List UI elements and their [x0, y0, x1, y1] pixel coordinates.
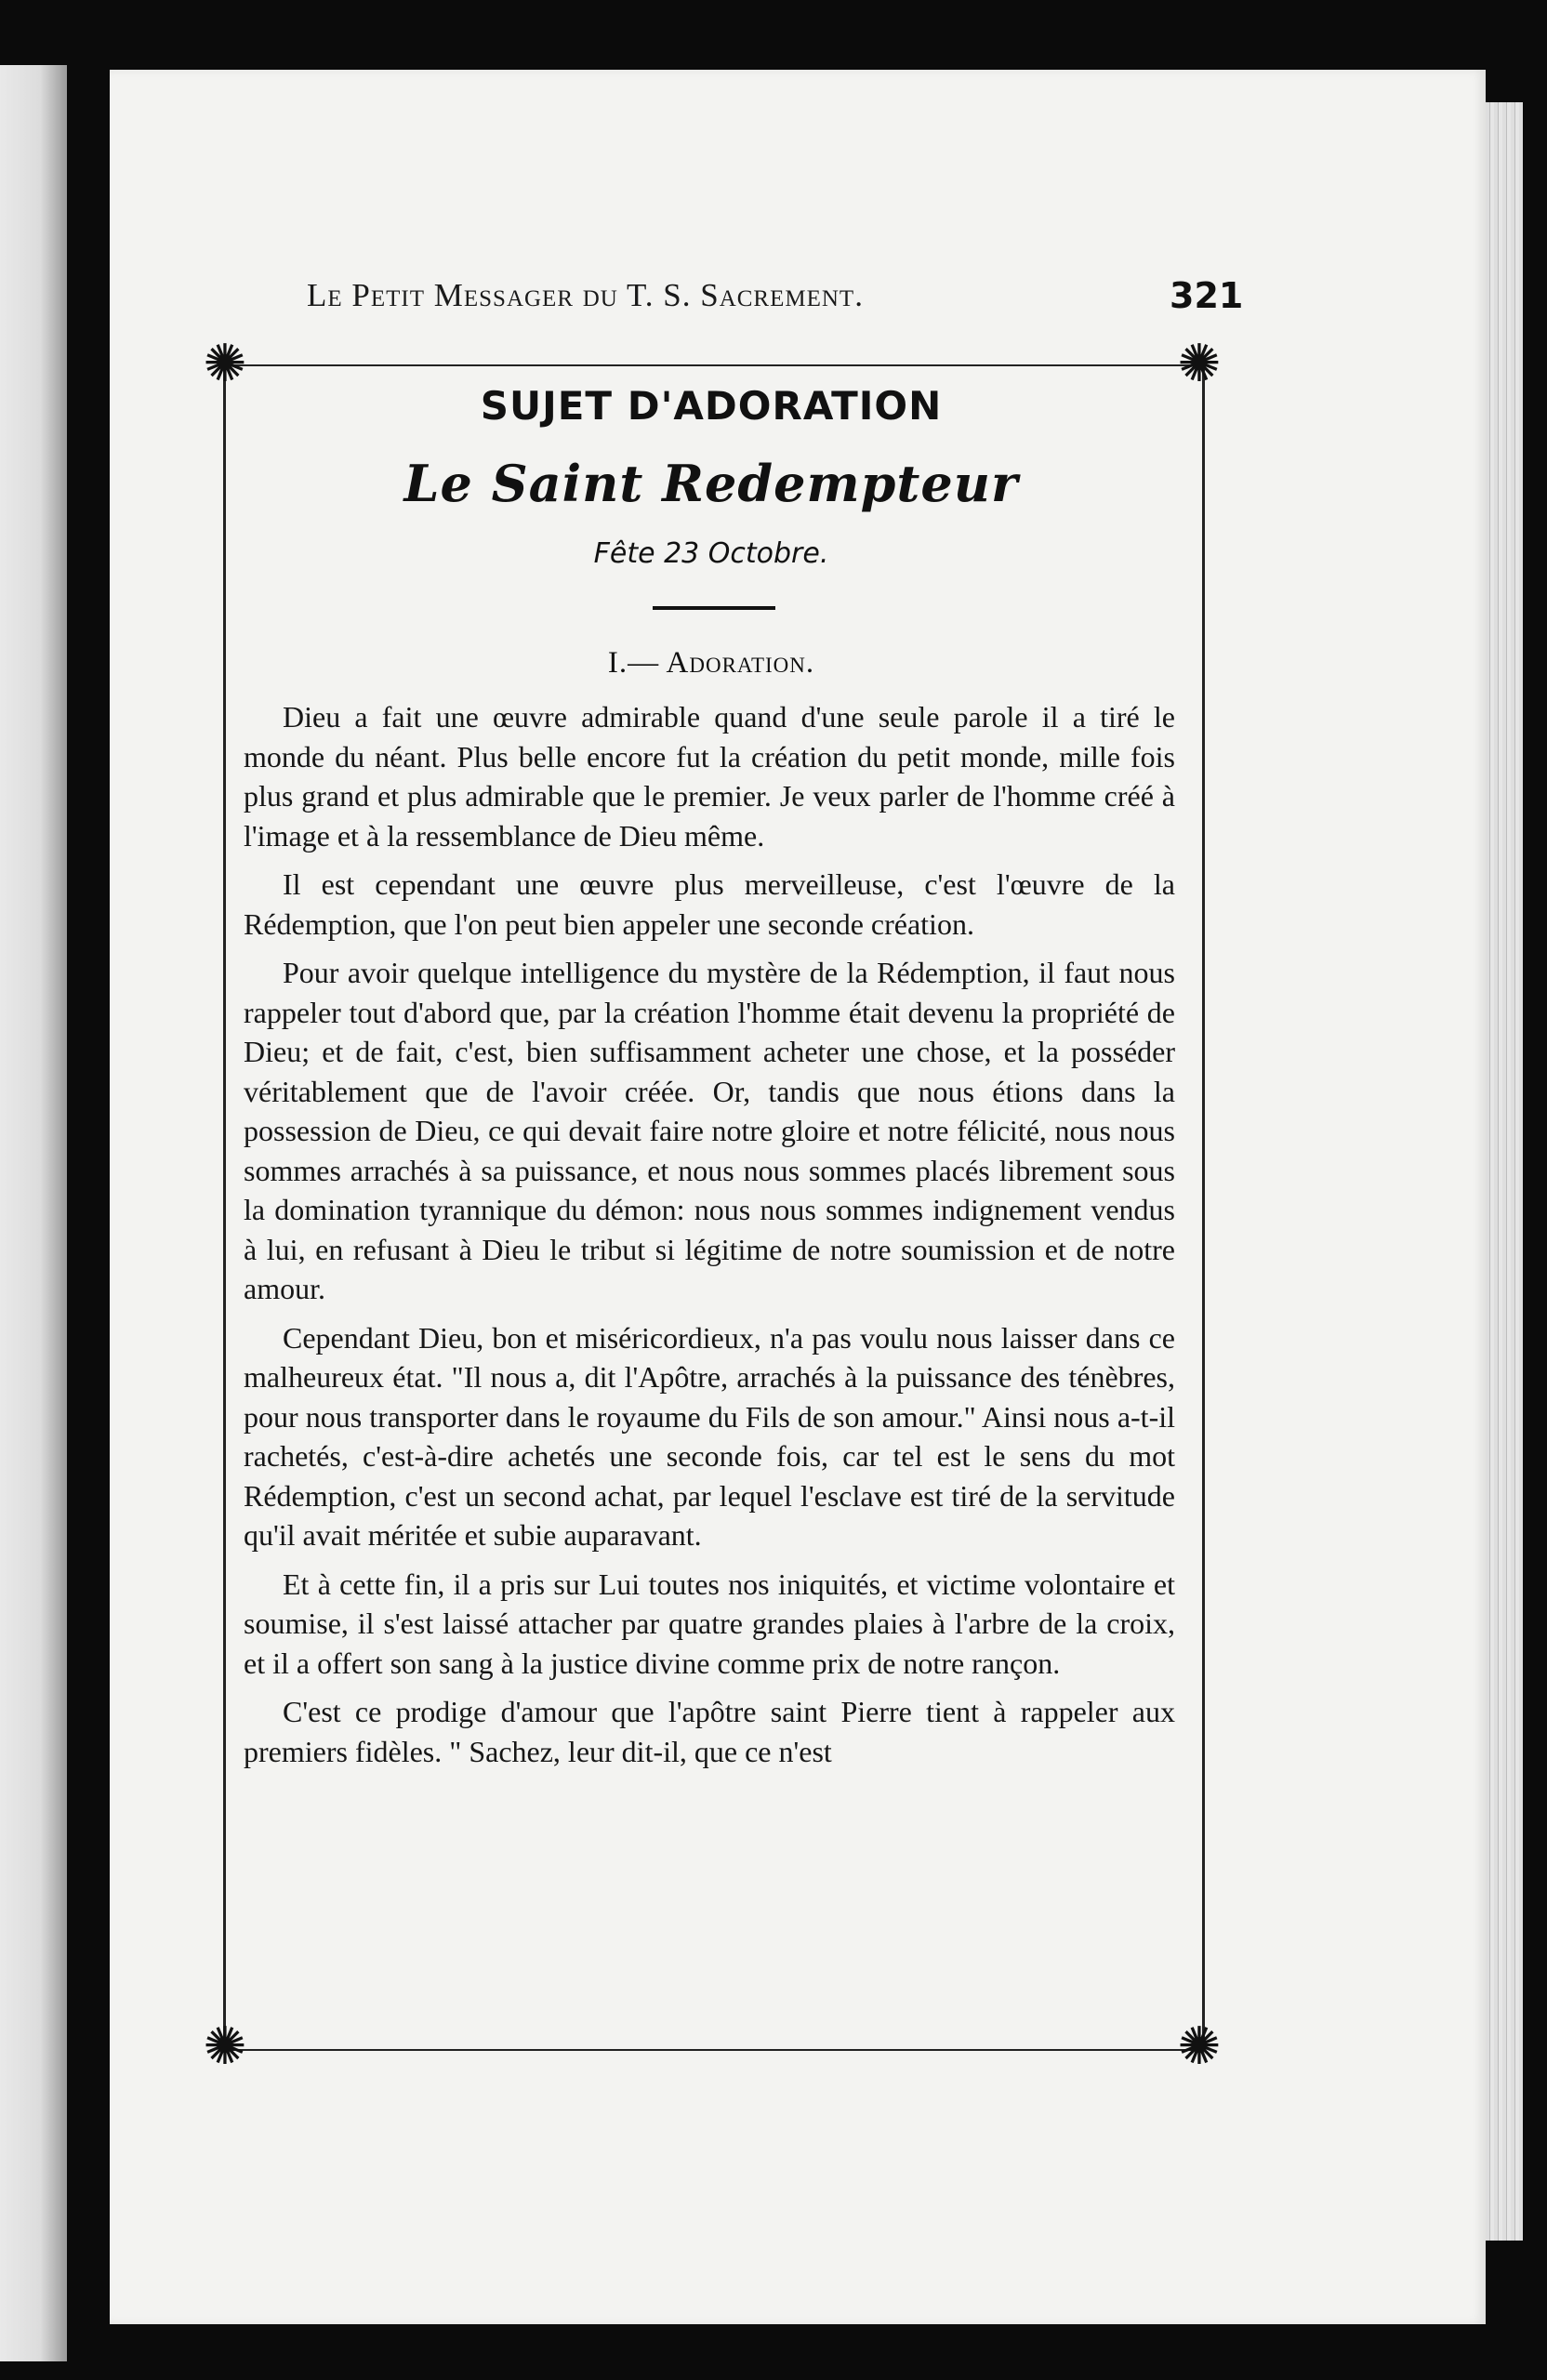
paragraph: Dieu a fait une œuvre admirable quand d'une seule parole il a tiré le monde du néant. Plus belle encore fut la création du petit monde, mille fois plus grand et plus admirable que le premier. Je veux parler de l'homme créé à l'image et à la ressemblance de Dieu même. — [244, 700, 1175, 853]
paragraph: Pour avoir quelque intelligence du mystère de la Rédemption, il faut nous rappeler tout d'abord que, par la création l'homme était devenu la propriété de Dieu; et de fait, c'est, bien suffisamment acheter une chose, et la posséder véritablement que de l'avoir créée. Or, tandis que nous étions dans la possession de Dieu, ce qui devait faire notre gloire et notre félicité, nous nous sommes arrachés à sa puissance, et nous nous sommes placés librement sous la domination tyrannique du démon: nous nous sommes indignement vendus à lui, en refusant à Dieu le tribut si légitime de notre soumission et de notre amour. — [244, 956, 1175, 1305]
page-number: 321 — [1170, 275, 1244, 316]
running-head: Le Petit Messager du T. S. Sacrement. — [307, 277, 864, 313]
divider — [653, 606, 775, 610]
paragraph: Cependant Dieu, bon et miséricordieux, n'a pas voulu nous laisser dans ce malheureux état. "Il nous a, dit l'Apôtre, arrachés à la puissance des ténèbres, pour nous transporter dans le royaume du Fils de son amour." Ainsi nous a-t-il rachetés, c'est-à-dire achetés une seconde fois, car tel est le sens du mot Rédemption, c'est un second achat, par lequel l'esclave est tiré de la servitude qu'il avait méritée et subie auparavant. — [244, 1320, 1175, 1552]
page-title: SUJET D'ADORATION — [480, 383, 943, 429]
ornament-top-right: ✺ — [1177, 334, 1222, 394]
ornament-top-left: ✺ — [203, 334, 247, 394]
paragraph: C'est ce prodige d'amour que l'apôtre saint Pierre tient à rappeler aux premiers fidèles. " Sachez, leur dit-il, que ce n'est — [244, 1695, 1175, 1768]
paragraph: Il est cependant une œuvre plus merveilleuse, c'est l'œuvre de la Rédemption, que l'on peut bien appeler une seconde création. — [244, 867, 1175, 941]
page-stack-edges — [1486, 102, 1523, 2241]
body-text — [244, 697, 1175, 1771]
feast-date: Fête 23 Octobre. — [593, 537, 829, 570]
ornament-bottom-right: ✺ — [1177, 2016, 1222, 2077]
ornament-bottom-left: ✺ — [203, 2016, 247, 2077]
paragraph: Et à cette fin, il a pris sur Lui toutes nos iniquités, et victime volontaire et soumise, il s'est laissé attacher par quatre grandes plaies à l'arbre de la croix, et il a offert son sang à la justice divine comme prix de notre rançon. — [244, 1567, 1175, 1680]
left-page-edge — [0, 65, 67, 2361]
section-heading: I.— Adoration. — [607, 646, 815, 680]
page-subtitle: Le Saint Redempteur — [403, 454, 1019, 513]
